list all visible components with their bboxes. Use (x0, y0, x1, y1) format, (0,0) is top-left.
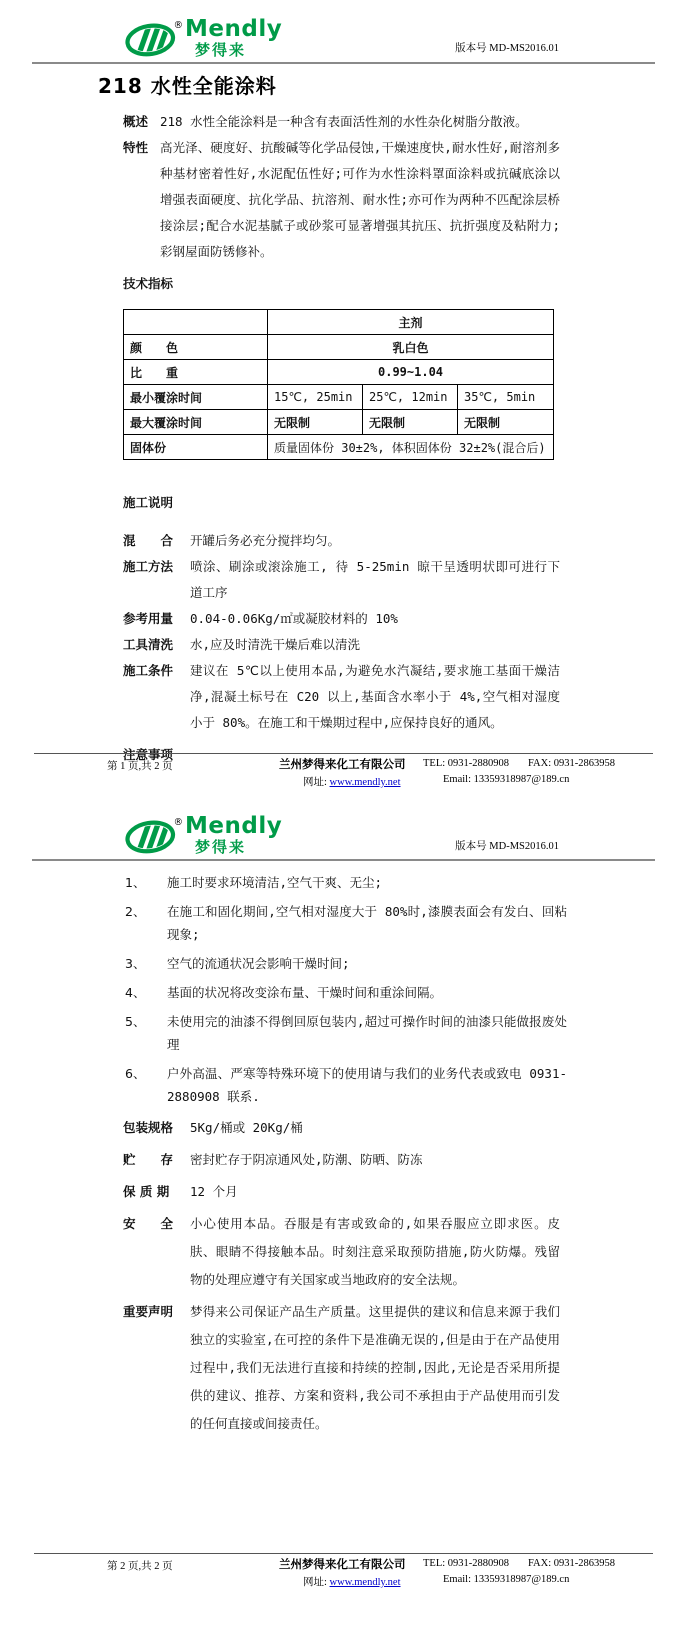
row-text: 小心使用本品。吞服是有害或致命的,如果吞服应立即求医。皮肤、眼睛不得接触本品。时刻注意采取预防措施,防火防爆。残留物的处理应遵守有关国家或当地政府的安全法规。 (190, 1216, 560, 1287)
note-item (125, 1062, 567, 1108)
brand-name: Mendly (185, 16, 283, 42)
brand-logo (125, 18, 687, 60)
overview-label: 概述 (123, 114, 149, 129)
overview-text: 218 水性全能涂料是一种含有表面活性剂的水性杂化树脂分散液。 (160, 114, 528, 129)
table-row (124, 435, 554, 460)
table-row-label: 最小覆涂时间 (124, 385, 268, 410)
row-text: 0.04-0.06Kg/㎡或凝胶材料的 10% (190, 611, 398, 626)
table-cell: 无限制 (268, 410, 363, 435)
website-link[interactable]: www.mendly.net (329, 1577, 401, 1588)
tech-spec-table (123, 309, 554, 460)
brand-name-cn: 梦得来 (195, 41, 247, 59)
construction-row (123, 658, 560, 736)
info-row (123, 1210, 560, 1294)
footer-fax: FAX: 0931-2863958 (528, 758, 616, 769)
info-row (123, 1178, 560, 1206)
info-row (123, 1298, 560, 1438)
item-text: 空气的流通状况会影响干燥时间; (167, 956, 350, 971)
note-item (125, 952, 567, 975)
brand-wordmark (185, 815, 282, 855)
item-number: 3、 (125, 956, 146, 971)
row-text: 5Kg/桶或 20Kg/桶 (190, 1120, 303, 1135)
row-label: 施工条件 (123, 663, 174, 678)
table-cell: 15℃, 25min (268, 385, 363, 410)
table-row-label: 颜 色 (124, 335, 268, 360)
web-label: 网址: (303, 777, 330, 788)
features-text: 高光泽、硬度好、抗酸碱等化学品侵蚀,干燥速度快,耐水性好,耐溶剂多种基材密着性好,水泥配伍性好;可作为水性涂料罩面涂料或抗碱底涂以增强表面硬度、抗化学品、抗溶剂、耐水性;亦可作为两种不匹配涂层桥接涂层;配合水泥基腻子或砂浆可显著增强其抗压、抗折强度及粘附力;彩钢屋面防锈修补。 (160, 140, 560, 259)
row-label: 重要声明 (123, 1304, 174, 1319)
item-number: 6、 (125, 1066, 146, 1081)
table-cell: 无限制 (363, 410, 458, 435)
construction-row (123, 606, 560, 632)
header-divider (32, 62, 655, 64)
page-1 (0, 0, 687, 788)
item-number: 2、 (125, 904, 146, 919)
table-row-label: 比 重 (124, 360, 268, 385)
info-row (123, 1146, 560, 1174)
construction-row (123, 528, 560, 554)
item-text: 在施工和固化期间,空气相对湿度大于 80%时,漆膜表面会有发白、回粘现象; (167, 904, 567, 942)
tech-heading: 技术指标 (123, 276, 174, 291)
table-cell: 0.99~1.04 (268, 360, 554, 385)
company-name: 兰州梦得来化工有限公司 (279, 1557, 406, 1571)
table-cell: 35℃, 5min (458, 385, 554, 410)
table-row (124, 385, 554, 410)
table-cell: 质量固体份 30±2%, 体积固体份 32±2%(混合后) (268, 435, 554, 460)
item-text: 基面的状况将改变涂布量、干燥时间和重涂间隔。 (167, 985, 443, 1000)
page-number: 第 2 页,共 2 页 (107, 1561, 173, 1572)
footer-tel: TEL: 0931-2880908 (423, 1558, 510, 1569)
page-2 (0, 770, 687, 1638)
table-row (124, 335, 554, 360)
website-link[interactable]: www.mendly.net (329, 777, 401, 788)
brand-name: Mendly (185, 813, 283, 839)
footer-email: Email: 13359318987@189.cn (443, 774, 570, 785)
row-label: 工具清洗 (123, 637, 174, 652)
row-label: 安 全 (123, 1216, 174, 1231)
registered-mark: ® (173, 816, 183, 828)
item-text: 户外高温、严寒等特殊环境下的使用请与我们的业务代表或致电 0931-2880908 联系. (167, 1066, 567, 1104)
footer-email: Email: 13359318987@189.cn (443, 1574, 570, 1585)
registered-mark: ® (173, 19, 183, 31)
page-header (0, 770, 687, 859)
footer-divider (34, 1553, 653, 1554)
table-cell: 25℃, 12min (363, 385, 458, 410)
row-label: 贮 存 (123, 1152, 174, 1167)
row-text: 水,应及时清洗干燥后难以清洗 (190, 637, 361, 652)
table-cell: 无限制 (458, 410, 554, 435)
row-text: 梦得来公司保证产品生产质量。这里提供的建议和信息来源于我们独立的实验室,在可控的条件下是准确无误的,但是由于在产品使用过程中,我们无法进行直接和持续的控制,因此,无论是否采用所提供的建议、推荐、方案和资料,我公司不承担由于产品使用而引发的任何直接或间接责任。 (190, 1304, 561, 1431)
construction-heading: 施工说明 (123, 495, 174, 510)
row-label: 保 质 期 (123, 1184, 170, 1199)
web-label: 网址: (303, 1577, 330, 1588)
version-label: 版本号 MD-MS2016.01 (455, 43, 559, 54)
row-label: 包装规格 (123, 1120, 174, 1135)
company-name: 兰州梦得来化工有限公司 (279, 757, 406, 771)
table-row (124, 310, 554, 335)
footer-tel: TEL: 0931-2880908 (423, 758, 510, 769)
footer-fax: FAX: 0931-2863958 (528, 1558, 616, 1569)
row-label: 混 合 (123, 533, 174, 548)
item-number: 4、 (125, 985, 146, 1000)
table-header-main: 主剂 (268, 310, 554, 335)
row-label: 施工方法 (123, 559, 174, 574)
construction-row (123, 554, 560, 606)
features-row (123, 135, 560, 265)
row-label: 参考用量 (123, 611, 174, 626)
mendly-logo-icon (125, 815, 183, 857)
row-text: 密封贮存于阴凉通风处,防潮、防晒、防冻 (190, 1152, 423, 1167)
table-empty-cell (124, 310, 268, 335)
row-text: 12 个月 (190, 1184, 238, 1199)
page-title: 218 水性全能涂料 (98, 74, 277, 98)
footer-web (303, 1574, 401, 1589)
note-item (125, 1010, 567, 1056)
table-cell: 乳白色 (268, 335, 554, 360)
item-number: 1、 (125, 875, 146, 890)
table-row-label: 固体份 (124, 435, 268, 460)
item-text: 未使用完的油漆不得倒回原包装内,超过可操作时间的油漆只能做报废处理 (167, 1014, 567, 1052)
note-item (125, 871, 567, 894)
info-row (123, 1114, 560, 1142)
construction-row (123, 632, 560, 658)
item-number: 5、 (125, 1014, 146, 1029)
row-text: 建议在 5℃以上使用本品,为避免水汽凝结,要求施工基面干燥洁净,混凝土标号在 C20 以上,基面含水率小于 4%,空气相对湿度小于 80%。在施工和干燥期过程中,应保持良好的通风。 (190, 663, 560, 730)
brand-name-cn: 梦得来 (195, 838, 247, 856)
table-row (124, 360, 554, 385)
features-label: 特性 (123, 140, 149, 155)
note-item (125, 900, 567, 946)
brand-wordmark (185, 18, 282, 58)
overview-row (123, 109, 560, 135)
mendly-logo-icon (125, 18, 183, 60)
notes-heading: 注意事项 (123, 747, 174, 762)
item-text: 施工时要求环境清洁,空气干爽、无尘; (167, 875, 383, 890)
row-text: 开罐后务必充分搅拌均匀。 (190, 533, 341, 548)
page-number: 第 1 页,共 2 页 (107, 761, 173, 772)
table-row (124, 410, 554, 435)
brand-logo (125, 815, 687, 857)
page-footer (0, 1545, 687, 1591)
row-text: 喷涂、刷涂或滚涂施工, 待 5-25min 晾干呈透明状即可进行下道工序 (190, 559, 560, 600)
footer-divider (34, 753, 653, 754)
version-label: 版本号 MD-MS2016.01 (455, 841, 559, 852)
page-header (0, 0, 687, 62)
table-row-label: 最大覆涂时间 (124, 410, 268, 435)
note-item (125, 981, 567, 1004)
